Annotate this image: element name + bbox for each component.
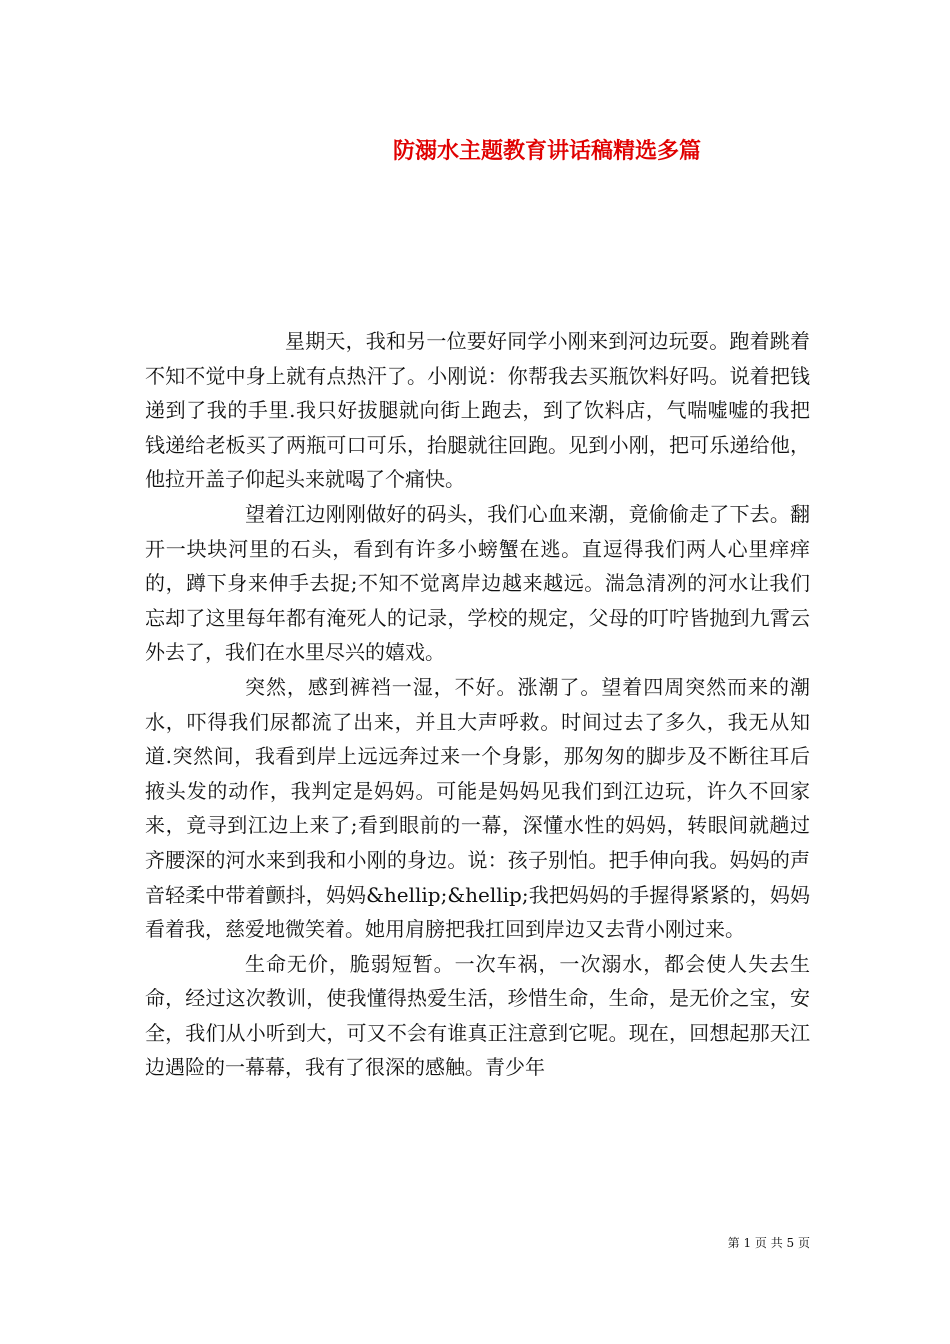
page-number-footer: 第 1 页 共 5 页 [727, 1236, 810, 1250]
paragraph-4: 生命无价，脆弱短暂。一次车祸，一次溺水，都会使人失去生命，经过这次教训，使我懂得热爱生活，珍惜生命，生命，是无价之宝，安全，我们从小听到大，可又不会有谁真正注意到它呢。现在，回想起那天江边遇险的一幕幕，我有了很深的感触。青少年 [145, 951, 810, 1080]
paragraph-1: 星期天，我和另一位要好同学小刚来到河边玩耍。跑着跳着不知不觉中身上就有点热汗了。小刚说：你帮我去买瓶饮料好吗。说着把钱递到了我的手里.我只好拔腿就向街上跑去，到了饮料店，气喘嘘嘘的我把钱递给老板买了两瓶可口可乐，抬腿就往回跑。见到小刚，把可乐递给他，他拉开盖子仰起头来就喝了个痛快。 [145, 329, 810, 492]
paragraph-2: 望着江边刚刚做好的码头，我们心血来潮，竟偷偷走了下去。翻开一块块河里的石头，看到有许多小螃蟹在逃。直逗得我们两人心里痒痒的，蹲下身来伸手去捉;不知不觉离岸边越来越远。湍急清冽的河水让我们忘却了这里每年都有淹死人的记录，学校的规定，父母的叮咛皆抛到九霄云外去了，我们在水里尽兴的嬉戏。 [145, 501, 810, 665]
paragraph-3: 突然，感到裤裆一湿，不好。涨潮了。望着四周突然而来的潮水，吓得我们尿都流了出来，并且大声呼救。时间过去了多久，我无从知道.突然间，我看到岸上远远奔过来一个身影，那匆匆的脚步及不断往耳后掖头发的动作，我判定是妈妈。可能是妈妈见我们到江边玩，许久不回家来，竟寻到江边上来了;看到眼前的一幕，深懂水性的妈妈，转眼间就趟过齐腰深的河水来到我和小刚的身边。说：孩子别怕。把手伸向我。妈妈的声音轻柔中带着颤抖，妈妈&hellip;&hellip;我把妈妈的手握得紧紧的，妈妈看着我，慈爱地微笑着。她用肩膀把我扛回到岸边又去背小刚过来。 [145, 674, 810, 942]
document-body [145, 324, 810, 1085]
document-title: 防溺水主题教育讲话稿精选多篇 [392, 138, 701, 164]
